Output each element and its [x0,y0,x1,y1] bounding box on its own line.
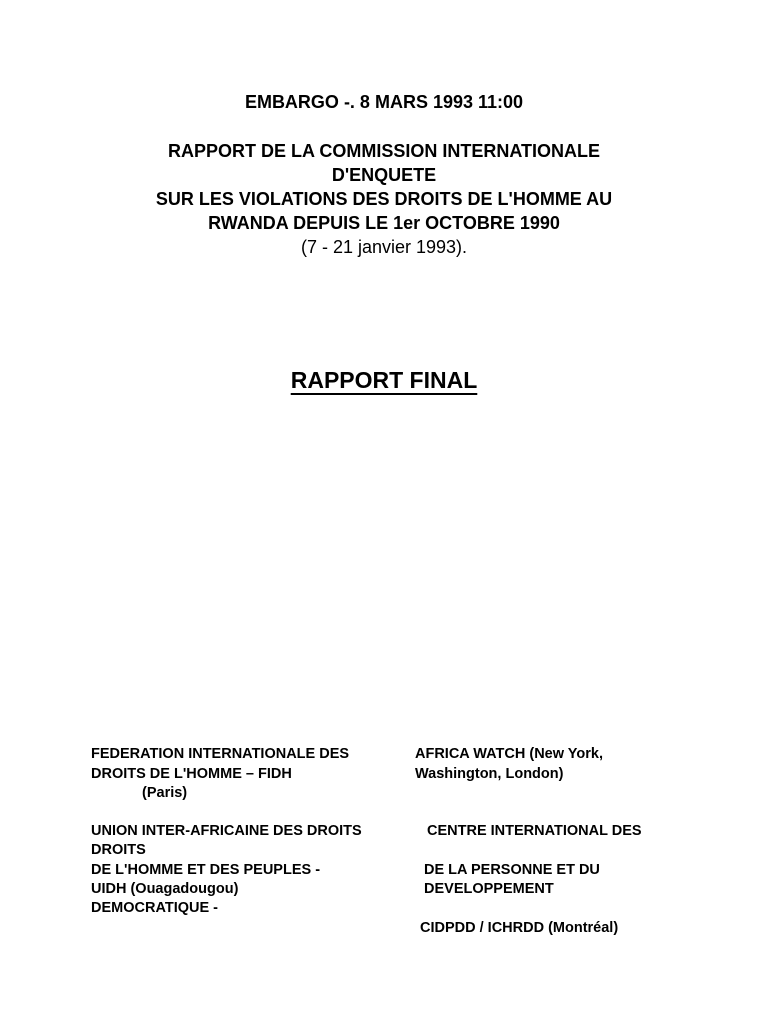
org-right-line-6: CIDPDD / ICHRDD (Montréal) [420,920,619,936]
final-report-title: RAPPORT FINAL [290,367,478,393]
report-title-line-4: RWANDA DEPUIS LE 1er OCTOBRE 1990 [208,213,560,233]
org-right-line-1: AFRICA WATCH (New York, [415,746,603,762]
org-left-line-6: DE L'HOMME ET DES PEUPLES - [91,862,321,878]
org-right-line-2: Washington, London) [415,766,564,782]
report-title-line-1: RAPPORT DE LA COMMISSION INTERNATIONALE [168,141,600,161]
org-right-line-4: DE LA PERSONNE ET DU [424,862,600,878]
org-right-line-5: DEVELOPPEMENT [424,881,554,897]
embargo-line: EMBARGO -. 8 MARS 1993 11:00 [244,92,524,112]
org-left-line-1: FEDERATION INTERNATIONALE DES [91,746,350,762]
org-left-line-3: (Paris) [142,785,188,801]
org-left-line-5: DROITS [91,842,146,858]
org-left-line-2: DROITS DE L'HOMME – FIDH [91,766,292,782]
org-left-line-8: DEMOCRATIQUE - [91,900,219,916]
org-right-line-3: CENTRE INTERNATIONAL DES [427,823,642,839]
org-left-line-7: UIDH (Ouagadougou) [91,881,239,897]
report-title-line-2: D'ENQUETE [331,165,437,185]
report-title-line-3: SUR LES VIOLATIONS DES DROITS DE L'HOMME AU [155,189,613,209]
org-left-line-4: UNION INTER-AFRICAINE DES DROITS [91,823,362,839]
report-dates: (7 - 21 janvier 1993). [300,237,468,257]
